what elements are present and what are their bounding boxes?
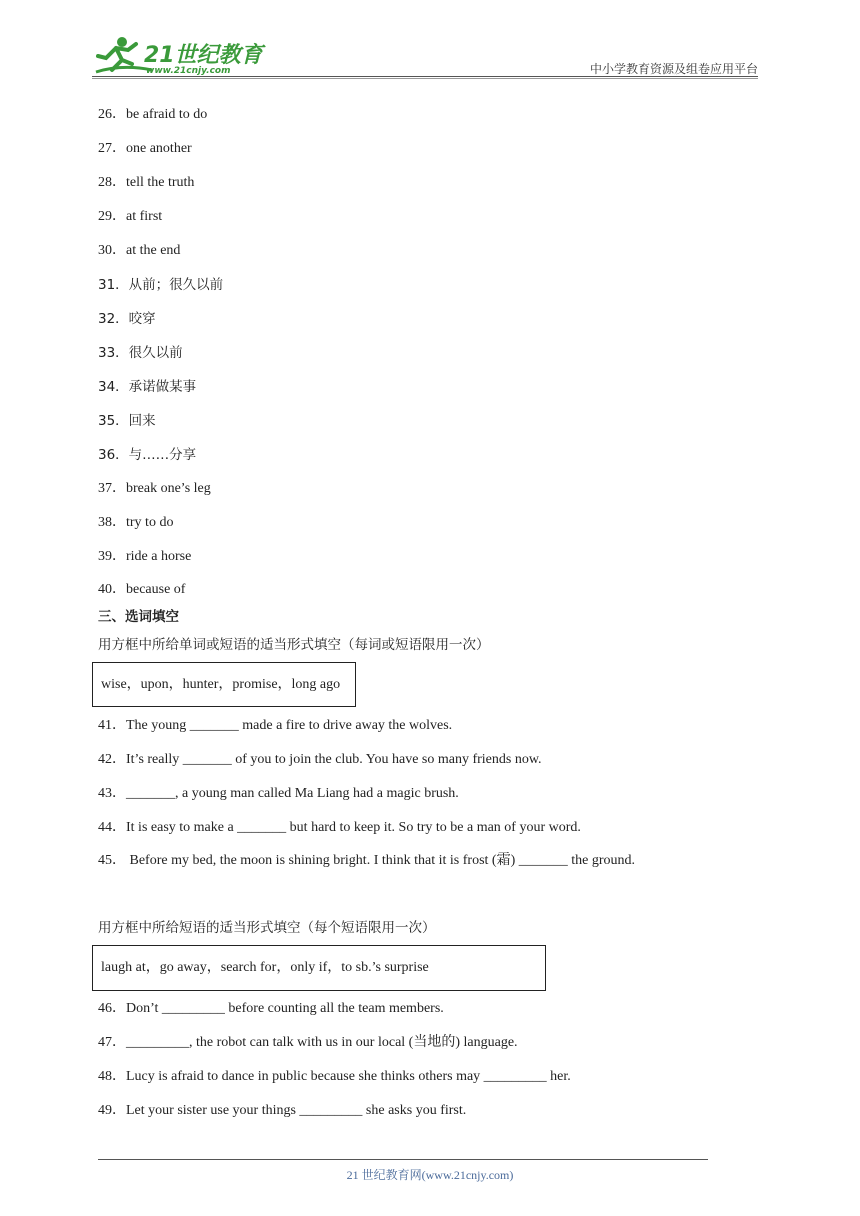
list-item: 33．很久以前: [98, 345, 183, 361]
question-item: 45． Before my bed, the moon is shining bright. I think that it is frost (霜) _______ the ground.: [98, 853, 635, 868]
phrase-box: [92, 945, 546, 991]
question-item: 42．It’s really _______ of you to join the club. You have so many friends now.: [98, 752, 542, 767]
header-divider-secondary: [92, 78, 758, 79]
list-item: 38．try to do: [98, 515, 174, 530]
question-item: 43．_______, a young man called Ma Liang had a magic brush.: [98, 786, 459, 801]
phrase-box-content: laugh at，go away，search for，only if，to sb.’s surprise: [101, 960, 429, 975]
question-item: 47．_________, the robot can talk with us in our local (当地的) language.: [98, 1035, 518, 1050]
list-item: 39．ride a horse: [98, 549, 192, 564]
list-item: 35．回来: [98, 413, 156, 429]
list-item: 26．be afraid to do: [98, 107, 208, 122]
list-item: 29．at first: [98, 209, 163, 224]
section-heading: 三、选词填空: [98, 609, 179, 625]
instruction-text: 用方框中所给单词或短语的适当形式填空（每词或短语限用一次）: [98, 637, 490, 653]
site-logo: [92, 34, 267, 78]
list-item: 40．because of: [98, 582, 186, 597]
platform-name: 中小学教育资源及组卷应用平台: [589, 62, 758, 76]
list-item: 27．one another: [98, 141, 192, 156]
logo-url: www.21cnjy.com: [146, 66, 231, 76]
header-divider: [92, 76, 758, 77]
word-box-content: wise，upon，hunter，promise，long ago: [101, 676, 341, 692]
logo-title: 21世纪教育: [144, 43, 263, 68]
list-item: 34．承诺做某事: [98, 379, 197, 395]
footer-divider: [98, 1159, 708, 1160]
question-item: 49．Let your sister use your things _________ she asks you first.: [98, 1103, 467, 1118]
list-item: 37．break one’s leg: [98, 481, 211, 496]
list-item: 30．at the end: [98, 243, 181, 258]
instruction-text: 用方框中所给短语的适当形式填空（每个短语限用一次）: [98, 920, 436, 936]
question-item: 46．Don’t _________ before counting all the team members.: [98, 1001, 444, 1016]
page-footer: 21 世纪教育网(www.21cnjy.com): [346, 1168, 514, 1182]
question-item: 41．The young _______ made a fire to drive away the wolves.: [98, 718, 453, 733]
question-item: 48．Lucy is afraid to dance in public because she thinks others may _________ her.: [98, 1069, 571, 1084]
list-item: 31．从前；很久以前: [98, 277, 224, 293]
question-item: 44．It is easy to make a _______ but hard to keep it. So try to be a man of your word.: [98, 820, 581, 835]
word-box: [92, 662, 356, 707]
list-item: 28．tell the truth: [98, 175, 195, 190]
list-item: 36．与……分享: [98, 447, 197, 463]
page-header: [92, 30, 758, 80]
list-item: 32．咬穿: [98, 311, 156, 327]
